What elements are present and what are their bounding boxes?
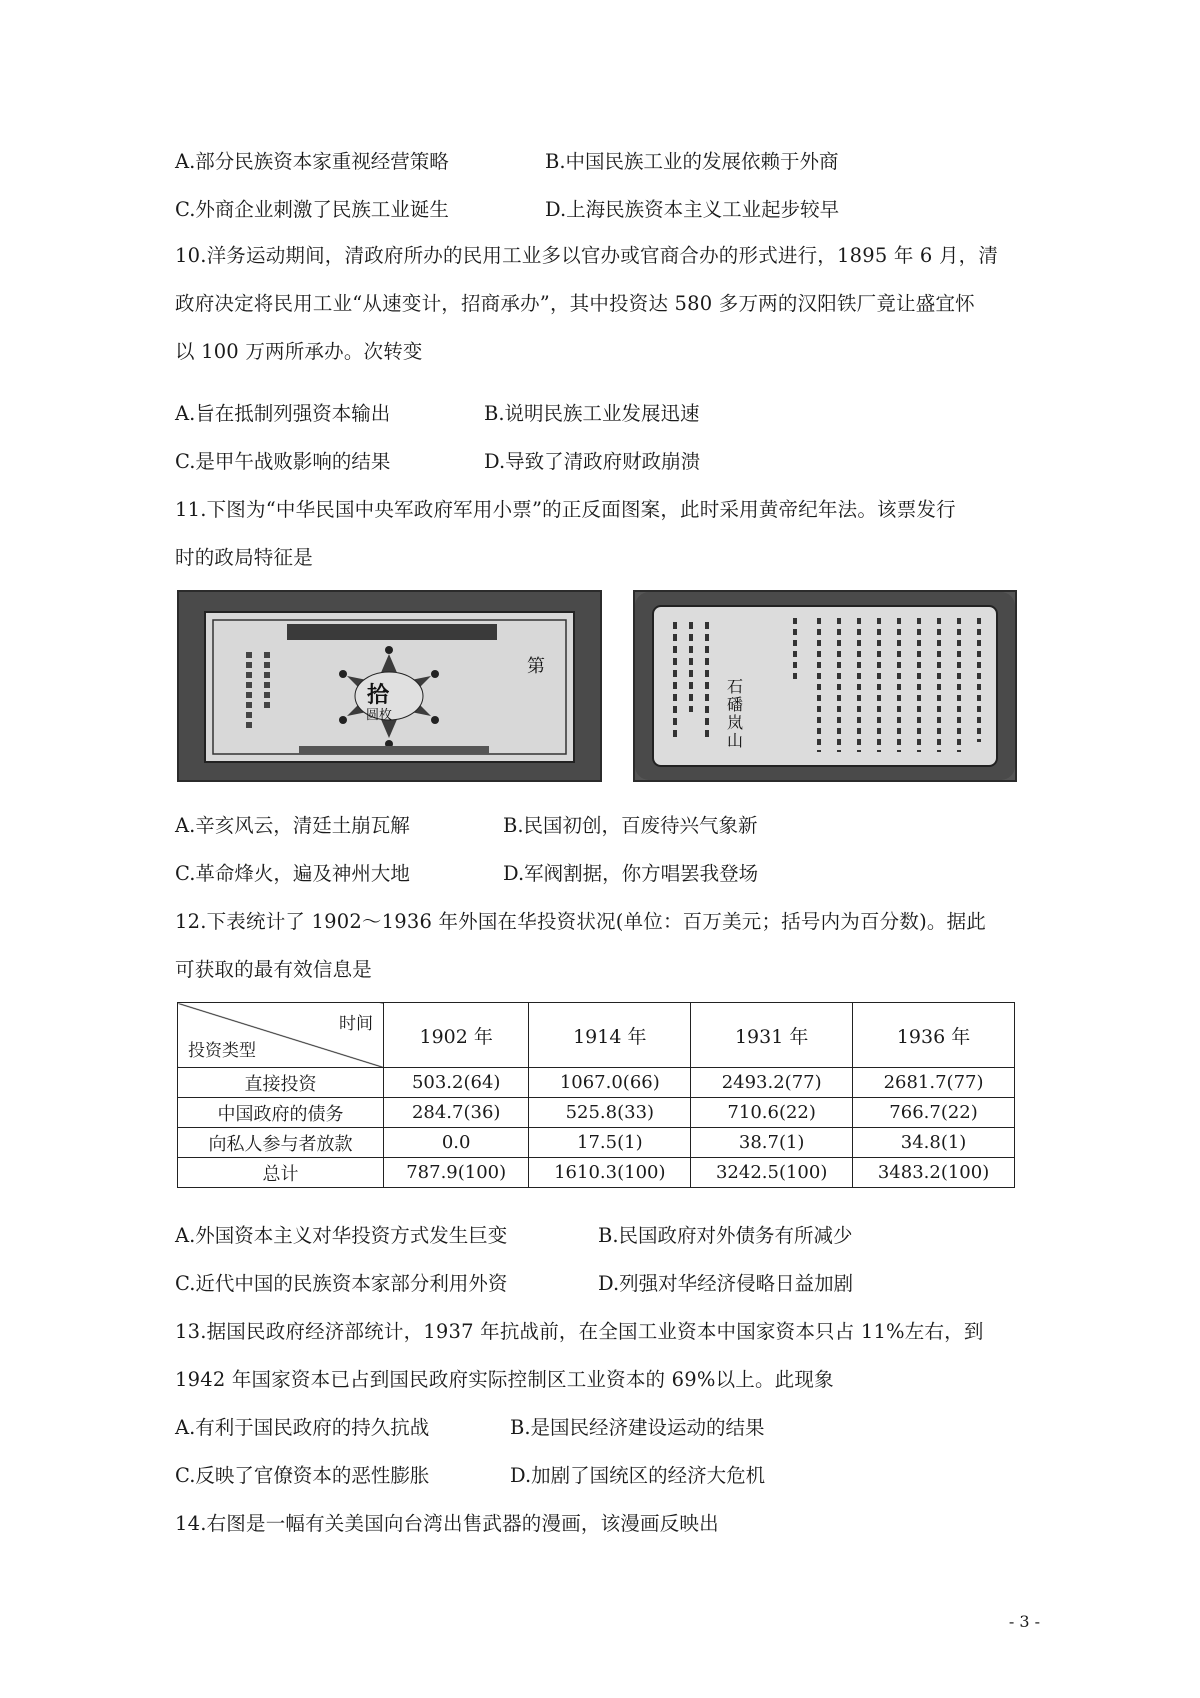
table-cell: 2493.2(77) (691, 1068, 853, 1098)
q9-option-b: B.中国民族工业的发展依赖于外商 (545, 150, 839, 173)
table-cell: 17.5(1) (529, 1128, 691, 1158)
q9-option-a: A.部分民族资本家重视经营策略 (175, 150, 449, 173)
q10-option-a: A.旨在抵制列强资本输出 (175, 402, 391, 425)
banknote-serial-label: 第 (527, 656, 545, 677)
q13-option-b: B.是国民经济建设运动的结果 (510, 1416, 765, 1439)
q10-stem-line1: 10.洋务运动期间，清政府所办的民用工业多以官办或官商合办的形式进行，1895 年 6 月，清 (175, 244, 999, 267)
q11-stem-line2: 时的政局特征是 (175, 546, 313, 569)
q11-option-a: A.辛亥风云，清廷土崩瓦解 (175, 814, 410, 837)
q12-option-a: A.外国资本主义对华投资方式发生巨变 (175, 1224, 508, 1247)
banknote-center-text: 圆枚 (366, 708, 393, 723)
row-label: 直接投资 (178, 1068, 384, 1098)
table-cell: 38.7(1) (691, 1128, 853, 1158)
row-label: 总计 (178, 1158, 384, 1188)
investment-table (177, 1002, 1015, 1188)
table-cell: 3483.2(100) (853, 1158, 1015, 1188)
q10-option-b: B.说明民族工业发展迅速 (484, 402, 700, 425)
q12-stem-line2: 可获取的最有效信息是 (175, 958, 373, 981)
banknote-back-signature: 石磻岚山 (727, 677, 744, 750)
q11-option-b: B.民国初创，百废待兴气象新 (503, 814, 758, 837)
q13-stem-line1: 13.据国民政府经济部统计，1937 年抗战前，在全国工业资本中国家资本只占 11%左右，到 (175, 1320, 984, 1343)
year-header: 1931 年 (691, 1003, 853, 1068)
q12-option-d: D.列强对华经济侵略日益加剧 (598, 1272, 854, 1295)
q11-option-d: D.军阀割据，你方唱罢我登场 (503, 862, 759, 885)
table-cell: 0.0 (384, 1128, 529, 1158)
table-row (178, 1068, 1015, 1098)
table-corner-cell (178, 1003, 384, 1068)
corner-time-label: 时间 (339, 1014, 373, 1034)
q14-stem-line1: 14.右图是一幅有关美国向台湾出售武器的漫画，该漫画反映出 (175, 1512, 719, 1535)
q11-option-c: C.革命烽火，遍及神州大地 (175, 862, 410, 885)
banknote-back-illustration (635, 592, 1015, 780)
q10-option-c: C.是甲午战败影响的结果 (175, 450, 391, 473)
table-row (178, 1098, 1015, 1128)
table-cell: 710.6(22) (691, 1098, 853, 1128)
banknote-denomination: 拾 (367, 682, 390, 708)
year-header: 1914 年 (529, 1003, 691, 1068)
q10-stem-line2: 政府决定将民用工业“从速变计，招商承办”，其中投资达 580 多万两的汉阳铁厂竟让盛宜怀 (175, 292, 975, 315)
q10-stem-line3: 以 100 万两所承办。次转变 (175, 340, 423, 363)
table-cell: 766.7(22) (853, 1098, 1015, 1128)
year-header: 1902 年 (384, 1003, 529, 1068)
q9-option-c: C.外商企业刺激了民族工业诞生 (175, 198, 449, 221)
table-cell: 1610.3(100) (529, 1158, 691, 1188)
year-header: 1936 年 (853, 1003, 1015, 1068)
table-cell: 3242.5(100) (691, 1158, 853, 1188)
banknote-front-image (177, 590, 602, 782)
table-cell: 1067.0(66) (529, 1068, 691, 1098)
table-cell: 503.2(64) (384, 1068, 529, 1098)
banknote-back-image (633, 590, 1017, 782)
q10-option-d: D.导致了清政府财政崩溃 (484, 450, 701, 473)
table-row (178, 1128, 1015, 1158)
q12-stem-line1: 12.下表统计了 1902～1936 年外国在华投资状况(单位：百万美元；括号内为百分数)。据此 (175, 910, 986, 933)
table-cell: 34.8(1) (853, 1128, 1015, 1158)
q12-option-c: C.近代中国的民族资本家部分利用外资 (175, 1272, 508, 1295)
q9-option-d: D.上海民族资本主义工业起步较早 (545, 198, 840, 221)
q11-stem-line1: 11.下图为“中华民国中央军政府军用小票”的正反面图案，此时采用黄帝纪年法。该票发行 (175, 498, 956, 521)
table-cell: 787.9(100) (384, 1158, 529, 1188)
banknote-front-illustration (179, 592, 600, 780)
table-cell: 284.7(36) (384, 1098, 529, 1128)
q12-option-b: B.民国政府对外债务有所减少 (598, 1224, 853, 1247)
table-row (178, 1158, 1015, 1188)
page-number: - 3 - (1008, 1612, 1040, 1631)
row-label: 中国政府的债务 (178, 1098, 384, 1128)
q13-stem-line2: 1942 年国家资本已占到国民政府实际控制区工业资本的 69%以上。此现象 (175, 1368, 834, 1391)
table-header-row (178, 1003, 1015, 1068)
table-cell: 2681.7(77) (853, 1068, 1015, 1098)
q13-option-d: D.加剧了国统区的经济大危机 (510, 1464, 766, 1487)
table-cell: 525.8(33) (529, 1098, 691, 1128)
row-label: 向私人参与者放款 (178, 1128, 384, 1158)
q13-option-a: A.有利于国民政府的持久抗战 (175, 1416, 430, 1439)
corner-type-label: 投资类型 (188, 1041, 256, 1061)
q13-option-c: C.反映了官僚资本的恶性膨胀 (175, 1464, 430, 1487)
